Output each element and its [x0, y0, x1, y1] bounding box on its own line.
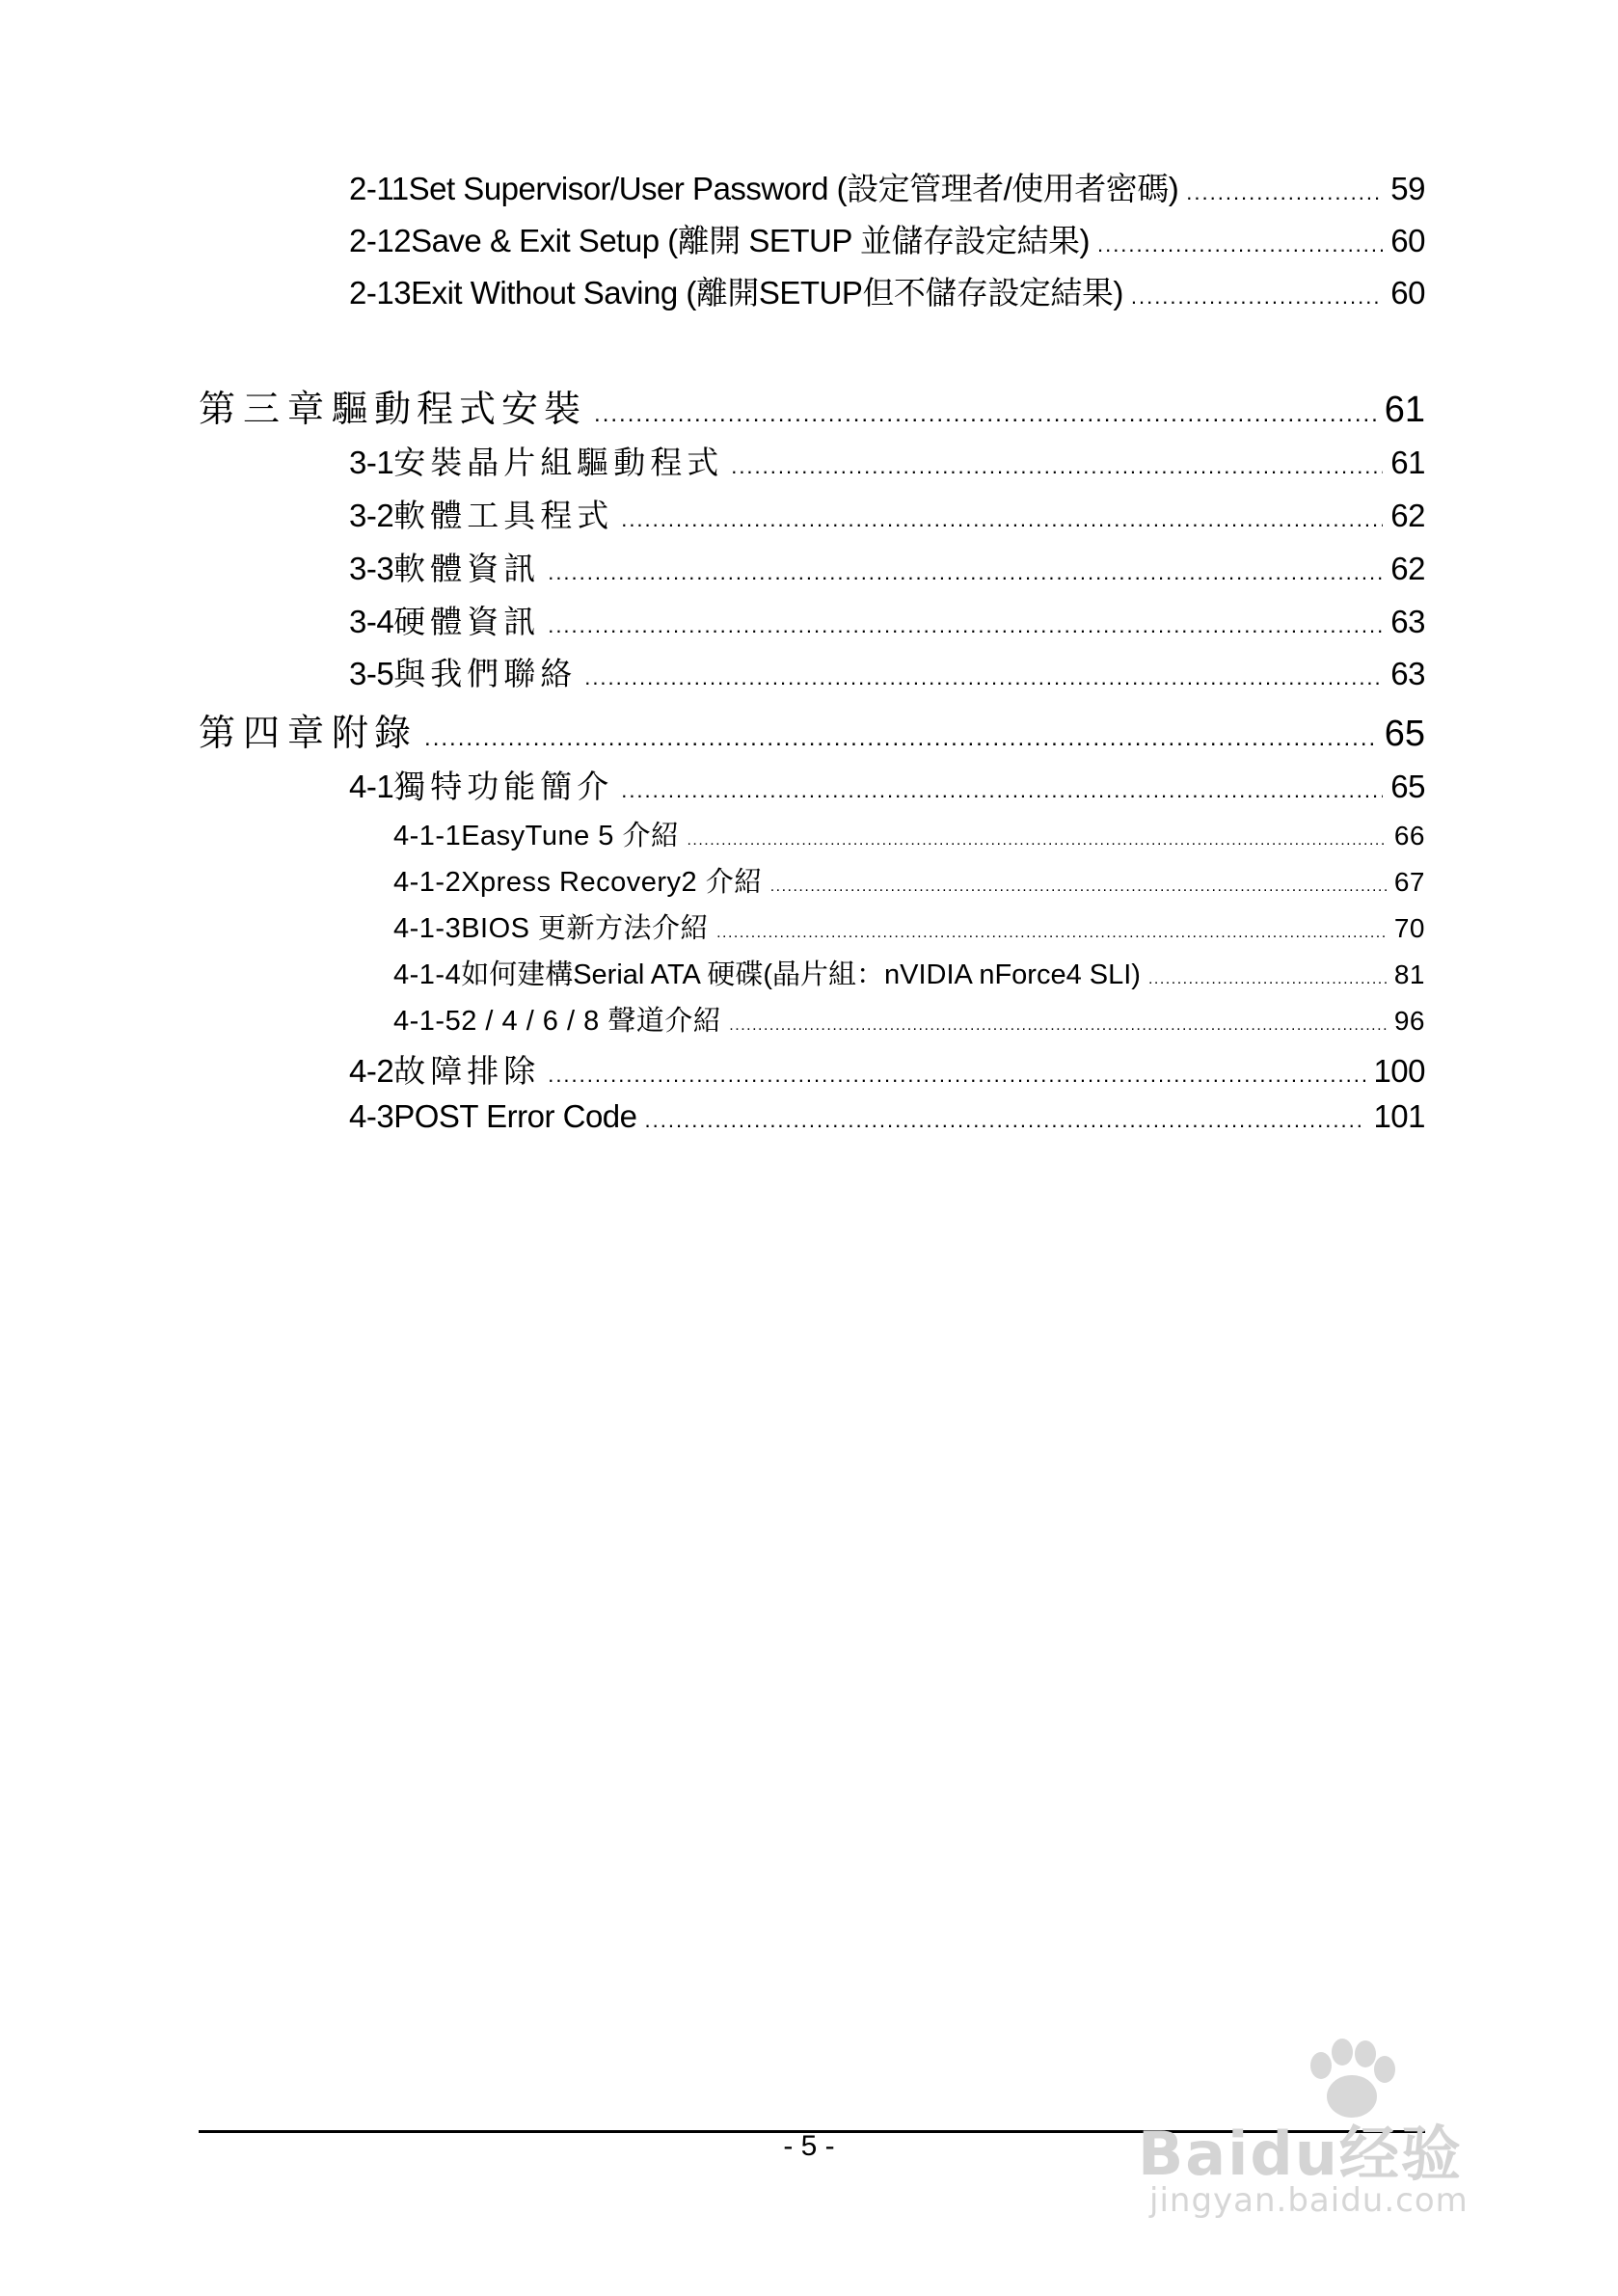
- toc-chapter-page: 61: [1384, 390, 1425, 430]
- dot-leader: [594, 401, 1377, 428]
- dot-leader: [716, 925, 1387, 942]
- toc-chapter-number: 第三章: [199, 388, 333, 430]
- toc-entry-number: 2-12: [349, 223, 412, 258]
- toc-entry-page: 65: [1390, 769, 1425, 804]
- toc-entry-title: 故障排除: [393, 1052, 541, 1090]
- toc-entry-title: 如何建構Serial ATA 硬碟(晶片組：nVIDIA nForce4 SLI): [461, 959, 1141, 990]
- watermark: [1138, 2037, 1524, 2229]
- toc-entry-2-13[interactable]: [349, 268, 1425, 313]
- dot-leader: [621, 778, 1383, 803]
- toc-entry-page: 62: [1390, 551, 1425, 586]
- toc-entry-title: Exit Without Saving (離開SETUP但不儲存設定結果): [411, 275, 1123, 311]
- toc-subentry-4-1-5[interactable]: [393, 999, 1425, 1039]
- toc-entry-title: 2 / 4 / 6 / 8 聲道介紹: [461, 1006, 722, 1037]
- toc-entry-title: BIOS 更新方法介紹: [461, 913, 710, 944]
- dot-leader: [548, 1063, 1365, 1088]
- toc-entry-4-1[interactable]: [349, 762, 1425, 807]
- toc-entry-number: 2-13: [349, 275, 412, 311]
- toc-entry-3-3[interactable]: [349, 544, 1425, 589]
- toc-entry-page: 100: [1373, 1053, 1425, 1089]
- toc-entry-number: 4-1-5: [393, 1006, 462, 1037]
- page-number: - 5 -: [783, 2130, 835, 2162]
- dot-leader: [1186, 180, 1383, 205]
- dot-leader: [731, 454, 1383, 479]
- toc-entry-page: 59: [1390, 171, 1425, 206]
- toc-entry-title: 安裝晶片組驅動程式: [393, 444, 724, 481]
- toc-entry-number: 3-1: [349, 445, 394, 480]
- toc-entry-number: 4-1-1: [393, 821, 462, 851]
- toc-entry-number: 3-3: [349, 551, 394, 586]
- toc-entry-title: Xpress Recovery2 介紹: [461, 867, 763, 898]
- toc-entry-number: 4-1: [349, 769, 394, 804]
- toc-entry-title: 軟體資訊: [393, 550, 541, 587]
- toc-entry-page: 67: [1393, 867, 1425, 897]
- toc-subentry-4-1-4[interactable]: [393, 953, 1425, 992]
- toc-entry-number: 2-11: [349, 171, 409, 206]
- toc-chapter-3[interactable]: [199, 379, 1425, 432]
- toc-entry-page: 96: [1393, 1006, 1425, 1036]
- dot-leader: [1097, 232, 1383, 257]
- dot-leader: [1148, 971, 1387, 988]
- dot-leader: [548, 613, 1383, 638]
- toc-entry-number: 4-3: [349, 1098, 394, 1134]
- dot-leader: [548, 560, 1383, 585]
- toc-chapter-number: 第四章: [199, 712, 333, 754]
- toc-entry-3-5[interactable]: [349, 649, 1425, 694]
- toc-entry-title: Set Supervisor/User Password (設定管理者/使用者密碼): [408, 171, 1179, 206]
- toc-entry-page: 70: [1393, 913, 1425, 943]
- toc-subentry-4-1-3[interactable]: [393, 906, 1425, 946]
- toc-chapter-title: 驅動程式安裝: [332, 388, 587, 430]
- toc-entry-page: 62: [1390, 498, 1425, 533]
- toc-chapter-page: 65: [1384, 714, 1425, 754]
- toc-entry-page: 63: [1390, 604, 1425, 639]
- dot-leader: [770, 878, 1387, 896]
- toc-entry-page: 63: [1390, 656, 1425, 691]
- toc-entry-number: 3-2: [349, 498, 394, 533]
- toc-entry-3-2[interactable]: [349, 491, 1425, 536]
- toc-entry-page: 101: [1373, 1098, 1425, 1134]
- toc-entry-number: 4-1-4: [393, 959, 462, 990]
- dot-leader: [687, 832, 1386, 850]
- toc-entry-number: 4-1-3: [393, 913, 462, 944]
- watermark-url: jingyan.baidu.com: [1149, 2181, 1469, 2220]
- dot-leader: [1131, 284, 1383, 310]
- toc-entry-page: 60: [1390, 275, 1425, 311]
- toc-entry-number: 3-4: [349, 604, 394, 639]
- toc-entry-3-1[interactable]: [349, 438, 1425, 483]
- toc-entry-title: POST Error Code: [393, 1098, 637, 1134]
- toc-entry-page: 61: [1390, 445, 1425, 480]
- toc-entry-title: 軟體工具程式: [393, 497, 614, 534]
- toc-entry-3-4[interactable]: [349, 597, 1425, 642]
- toc-chapter-title: 附錄: [332, 712, 418, 754]
- dot-leader: [621, 507, 1383, 532]
- toc-entry-number: 4-1-2: [393, 867, 462, 898]
- toc-entry-2-12[interactable]: [349, 216, 1425, 261]
- toc-entry-page: 60: [1390, 223, 1425, 258]
- toc-entry-title: Save & Exit Setup (離開 SETUP 並儲存設定結果): [411, 223, 1090, 258]
- dot-leader: [729, 1017, 1387, 1035]
- toc-entry-page: 66: [1393, 821, 1425, 851]
- toc-entry-title: 硬體資訊: [393, 603, 541, 640]
- dot-leader: [645, 1108, 1366, 1133]
- toc-subentry-4-1-2[interactable]: [393, 860, 1425, 900]
- toc-entry-page: 81: [1393, 959, 1425, 989]
- toc-chapter-4[interactable]: [199, 703, 1425, 756]
- dot-leader: [424, 725, 1377, 752]
- toc-entry-number: 3-5: [349, 656, 394, 691]
- toc-entry-title: 獨特功能簡介: [393, 768, 614, 805]
- toc-entry-4-2[interactable]: [349, 1046, 1425, 1092]
- dot-leader: [584, 665, 1383, 690]
- toc-entry-number: 4-2: [349, 1053, 394, 1089]
- toc-entry-title: EasyTune 5 介紹: [461, 821, 680, 851]
- toc-entry-title: 與我們聯絡: [393, 655, 578, 692]
- toc-entry-2-11[interactable]: [349, 164, 1425, 209]
- toc-entry-4-3[interactable]: [349, 1098, 1425, 1135]
- watermark-brand: Baidu经验: [1138, 2119, 1463, 2189]
- toc-subentry-4-1-1[interactable]: [393, 814, 1425, 853]
